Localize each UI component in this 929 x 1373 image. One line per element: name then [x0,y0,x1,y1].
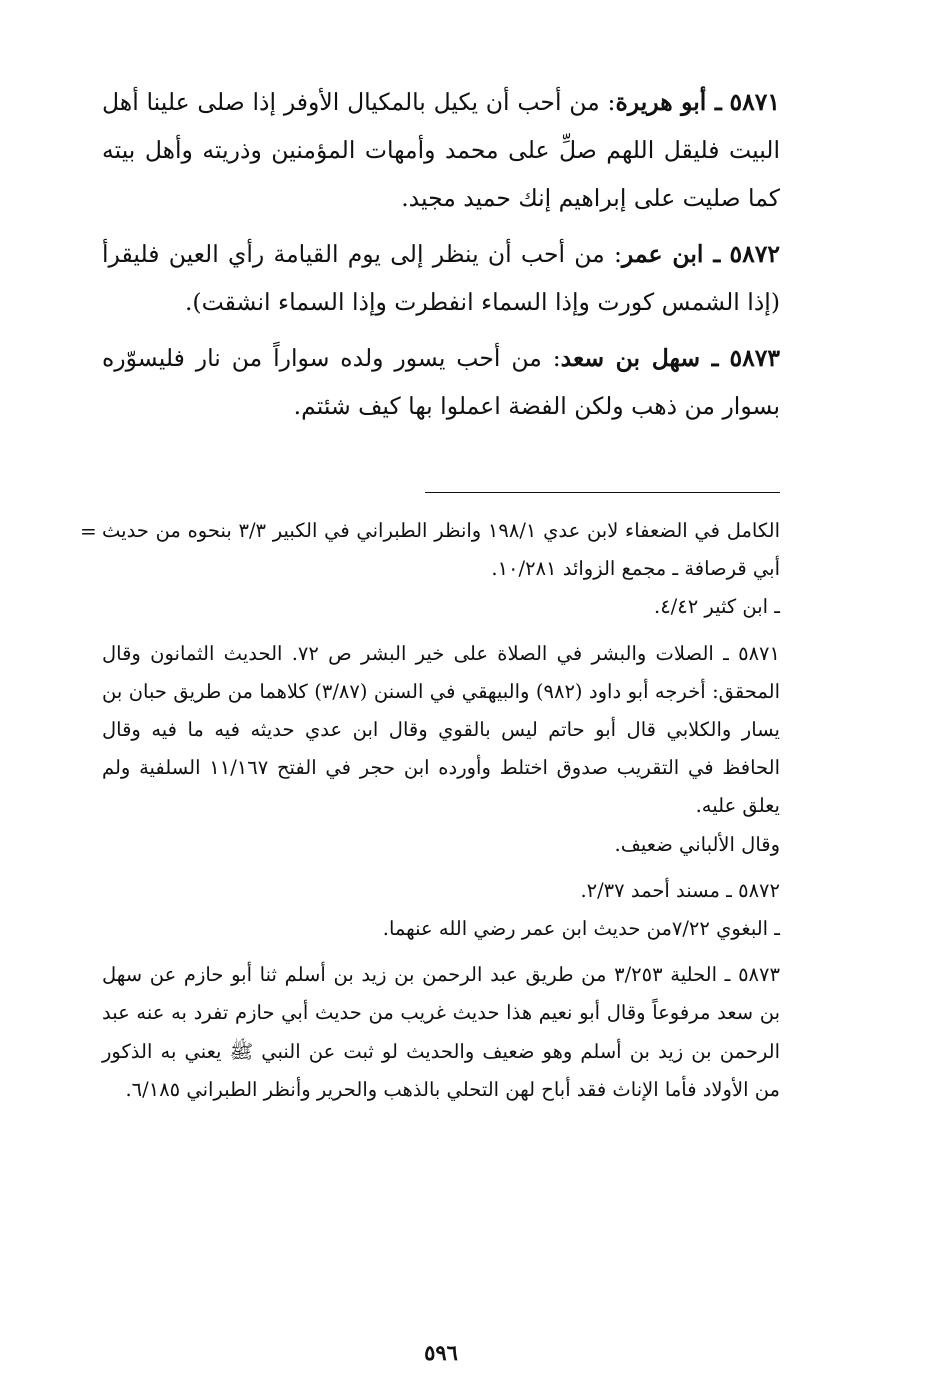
hadith-text: : من أحب أن ينظر إلى يوم القيامة رأي العين فليقرأ (إذا الشمس كورت وإذا السماء انفطرت وإذا السماء انشقت). [102,240,780,316]
footnote-continuation [80,512,780,627]
hadith-number: ٥٨٧٣ [729,344,780,372]
book-page [80,78,780,1365]
footnote-line: ـ ابن كثير ٤/٤٢. [653,595,780,619]
footnote-5871 [102,635,780,864]
hadith-narrator: ـ أبو هريرة [615,88,722,116]
hadith-5871 [102,78,780,222]
footnote-line: ـ البغوي ٧/٢٢من حديث ابن عمر رضي الله عنهما. [382,917,780,941]
footnote-line: ٥٨٧٢ ـ مسند أحمد ٢/٣٧. [580,878,780,902]
hadith-number: ٥٨٧٢ [729,240,780,268]
hadith-narrator: ـ ابن عمر [621,240,721,268]
hadith-text: : من أحب يسور ولده سواراً من نار فليسوّره بسوار من ذهب ولكن الفضة اعملوا بها كيف شئتم. [102,344,780,420]
hadith-5873 [102,334,780,430]
hadith-number: ٥٨٧١ [729,88,780,116]
hadith-5872 [102,230,780,326]
footnote-separator [425,492,780,493]
footnote-line: وقال الألباني ضعيف. [614,832,780,856]
hadith-narrator: ـ سهل بن سعد [560,344,719,372]
footnote-line: ٥٨٧٣ ـ الحلية ٣/٢٥٣ من طريق عبد الرحمن بن زيد بن أسلم ثنا أبو حازم عن سهل بن سعد مرفوعاً وقال أبو نعيم هذا حديث غريب من حديث أبي حازم تفرد به عنه عبد الرحمن بن زيد بن أسلم وهو ضعيف والحديث لو ثبت عن النبي ﷺ يعني به الذكور من الأولاد فأما الإناث فقد أباح لهن التحلي بالذهب والحرير وأنظر الطبراني ٦/١٨٥. [102,963,780,1101]
page-number: ٥٩٦ [424,1340,458,1365]
footnote-line: ٥٨٧١ ـ الصلات والبشر في الصلاة على خير البشر ص ٧٢. الحديث الثمانون وقال المحقق: أخرجه أبو داود (٩٨٢) والبيهقي في السنن (٣/٨٧) كلاهما من طريق حبان بن يسار والكلابي قال أبو حاتم ليس بالقوي وقال ابن عدي حديثه فيه ما فيه وقال الحافظ في التقريب صدوق اختلط وأورده ابن حجر في الفتح ١١/١٦٧ السلفية ولم يعلق عليه. [102,641,780,818]
footnote-line: الكامل في الضعفاء لابن عدي ١٩٨/١ وانظر الطبراني في الكبير ٣/٣ بنحوه من حديث أبي قرصافة ـ مجمع الزوائد ١٠/٢٨١. [102,519,780,581]
continuation-mark: = [80,519,97,543]
footnotes-area [80,512,780,1117]
footnote-5872 [102,872,780,948]
hadith-text: : من أحب أن يكيل بالمكيال الأوفر إذا صلى علينا أهل البيت فليقل اللهم صلِّ على محمد وأمهات المؤمنين وذريته وأهل بيته كما صليت على إبراهيم إنك حميد مجيد. [102,88,780,212]
footnote-5873 [102,956,780,1109]
